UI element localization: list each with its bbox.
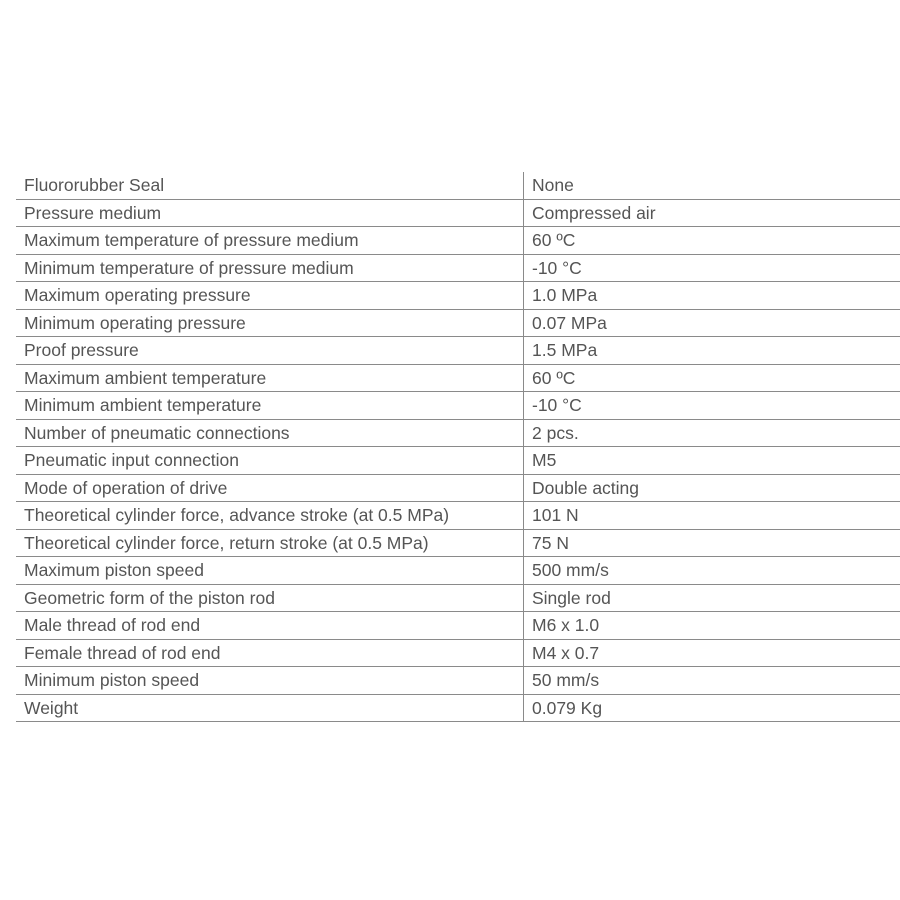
spec-label: Maximum operating pressure	[16, 282, 524, 310]
spec-label: Minimum temperature of pressure medium	[16, 254, 524, 282]
table-row	[16, 502, 900, 530]
spec-value: 50 mm/s	[524, 667, 900, 695]
table-row	[16, 667, 900, 695]
spec-value: 1.5 MPa	[524, 337, 900, 365]
spec-value: None	[524, 172, 900, 199]
spec-label: Pressure medium	[16, 199, 524, 227]
table-row	[16, 474, 900, 502]
spec-label: Minimum operating pressure	[16, 309, 524, 337]
table-row	[16, 584, 900, 612]
table-row	[16, 529, 900, 557]
spec-value: Single rod	[524, 584, 900, 612]
table-row	[16, 639, 900, 667]
spec-label: Maximum ambient temperature	[16, 364, 524, 392]
spec-label: Fluororubber Seal	[16, 172, 524, 199]
table-row	[16, 419, 900, 447]
spec-table	[16, 172, 900, 722]
spec-value: Compressed air	[524, 199, 900, 227]
table-row	[16, 612, 900, 640]
spec-label: Maximum temperature of pressure medium	[16, 227, 524, 255]
spec-value: 60 ºC	[524, 227, 900, 255]
table-row	[16, 557, 900, 585]
spec-label: Maximum piston speed	[16, 557, 524, 585]
table-row	[16, 364, 900, 392]
spec-value: 101 N	[524, 502, 900, 530]
spec-value: M5	[524, 447, 900, 475]
spec-label: Mode of operation of drive	[16, 474, 524, 502]
spec-value: 75 N	[524, 529, 900, 557]
spec-value: M6 x 1.0	[524, 612, 900, 640]
table-row	[16, 447, 900, 475]
spec-label: Minimum ambient temperature	[16, 392, 524, 420]
table-row	[16, 337, 900, 365]
spec-value: 500 mm/s	[524, 557, 900, 585]
spec-label: Weight	[16, 694, 524, 722]
table-row	[16, 282, 900, 310]
spec-value: 2 pcs.	[524, 419, 900, 447]
table-row	[16, 172, 900, 199]
spec-label: Minimum piston speed	[16, 667, 524, 695]
spec-label: Geometric form of the piston rod	[16, 584, 524, 612]
spec-label: Proof pressure	[16, 337, 524, 365]
spec-value: 60 ºC	[524, 364, 900, 392]
spec-value: Double acting	[524, 474, 900, 502]
spec-label: Number of pneumatic connections	[16, 419, 524, 447]
spec-table-body	[16, 172, 900, 722]
spec-label: Female thread of rod end	[16, 639, 524, 667]
spec-value: -10 °C	[524, 254, 900, 282]
table-row	[16, 392, 900, 420]
table-row	[16, 254, 900, 282]
spec-value: 0.07 MPa	[524, 309, 900, 337]
spec-value: 1.0 MPa	[524, 282, 900, 310]
spec-value: 0.079 Kg	[524, 694, 900, 722]
spec-label: Male thread of rod end	[16, 612, 524, 640]
spec-label: Theoretical cylinder force, advance stroke (at 0.5 MPa)	[16, 502, 524, 530]
table-row	[16, 309, 900, 337]
table-row	[16, 227, 900, 255]
spec-value: -10 °C	[524, 392, 900, 420]
spec-label: Pneumatic input connection	[16, 447, 524, 475]
table-row	[16, 694, 900, 722]
table-row	[16, 199, 900, 227]
spec-label: Theoretical cylinder force, return stroke (at 0.5 MPa)	[16, 529, 524, 557]
spec-value: M4 x 0.7	[524, 639, 900, 667]
